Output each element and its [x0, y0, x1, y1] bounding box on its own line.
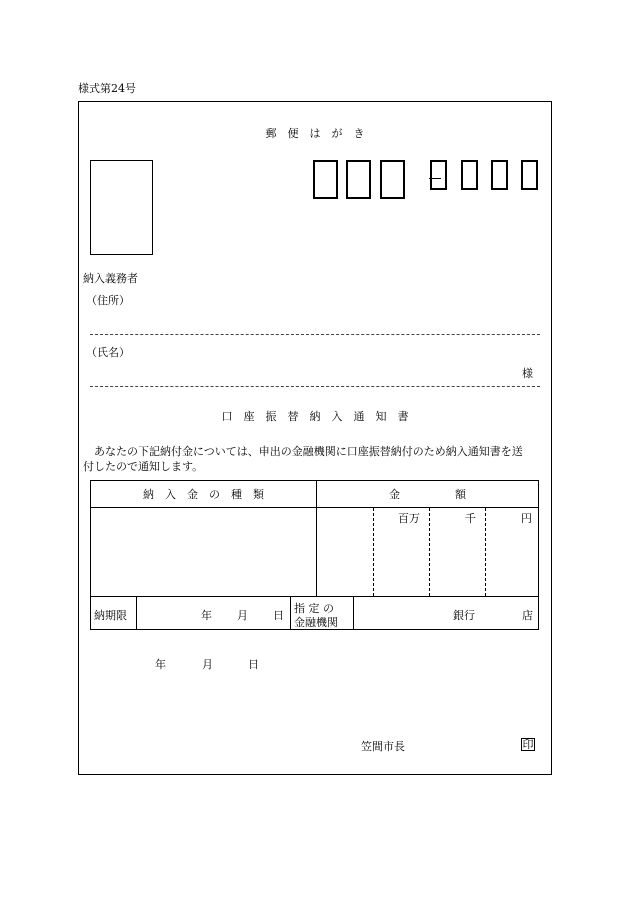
name-line[interactable] — [90, 386, 540, 387]
postcard-heading: 郵 便 は が き — [265, 127, 365, 140]
postal-code-box-4[interactable] — [430, 160, 447, 190]
unit-thousand: 千 — [465, 512, 476, 525]
postal-code-box-6[interactable] — [491, 160, 508, 190]
postal-code-box-5[interactable] — [461, 160, 478, 190]
address-line[interactable] — [90, 334, 540, 335]
issue-day: 日 — [248, 658, 259, 671]
deadline-day: 日 — [273, 609, 284, 622]
notice-title: 口 座 振 替 納 入 通 知 書 — [221, 410, 409, 423]
amount-cell[interactable] — [317, 508, 539, 597]
postal-code-box-7[interactable] — [521, 160, 538, 190]
deadline-year: 年 — [201, 609, 212, 622]
notice-text-line-1: あなたの下記納付金については、申出の金融機関に口座振替納付のため納入通知書を送 — [94, 445, 523, 458]
postal-code-box-2[interactable] — [346, 160, 371, 199]
honorific: 様 — [522, 367, 533, 380]
payer-label: 納入義務者 — [83, 272, 138, 285]
unit-million: 百万 — [398, 512, 420, 525]
deadline-label: 納期限 — [94, 609, 127, 622]
payment-type-cell[interactable] — [91, 508, 317, 597]
bank-suffix: 銀行 — [453, 609, 475, 622]
form-number: 様式第24号 — [78, 82, 136, 95]
stamp-box — [90, 160, 153, 255]
postal-code-box-3[interactable] — [380, 160, 405, 199]
issue-year: 年 — [155, 658, 166, 671]
address-label: （住所） — [86, 294, 130, 307]
notice-text-line-2: 付したので通知します。 — [83, 460, 204, 473]
branch-suffix: 店 — [522, 609, 533, 622]
bank-label-2: 金融機関 — [294, 616, 338, 629]
issue-month: 月 — [202, 658, 213, 671]
deadline-month: 月 — [237, 609, 248, 622]
col-header-type: 納 入 金 の 種 類 — [91, 481, 317, 508]
mayor-title: 笠間市長 — [361, 740, 405, 753]
name-label: （氏名） — [86, 346, 130, 359]
unit-yen: 円 — [521, 512, 532, 525]
amount-table — [90, 480, 539, 597]
col-header-amount: 金 額 — [317, 481, 539, 508]
postal-code-box-1[interactable] — [313, 160, 338, 199]
seal-mark: 印 — [522, 738, 534, 751]
bank-label-1: 指 定 の — [294, 602, 334, 615]
